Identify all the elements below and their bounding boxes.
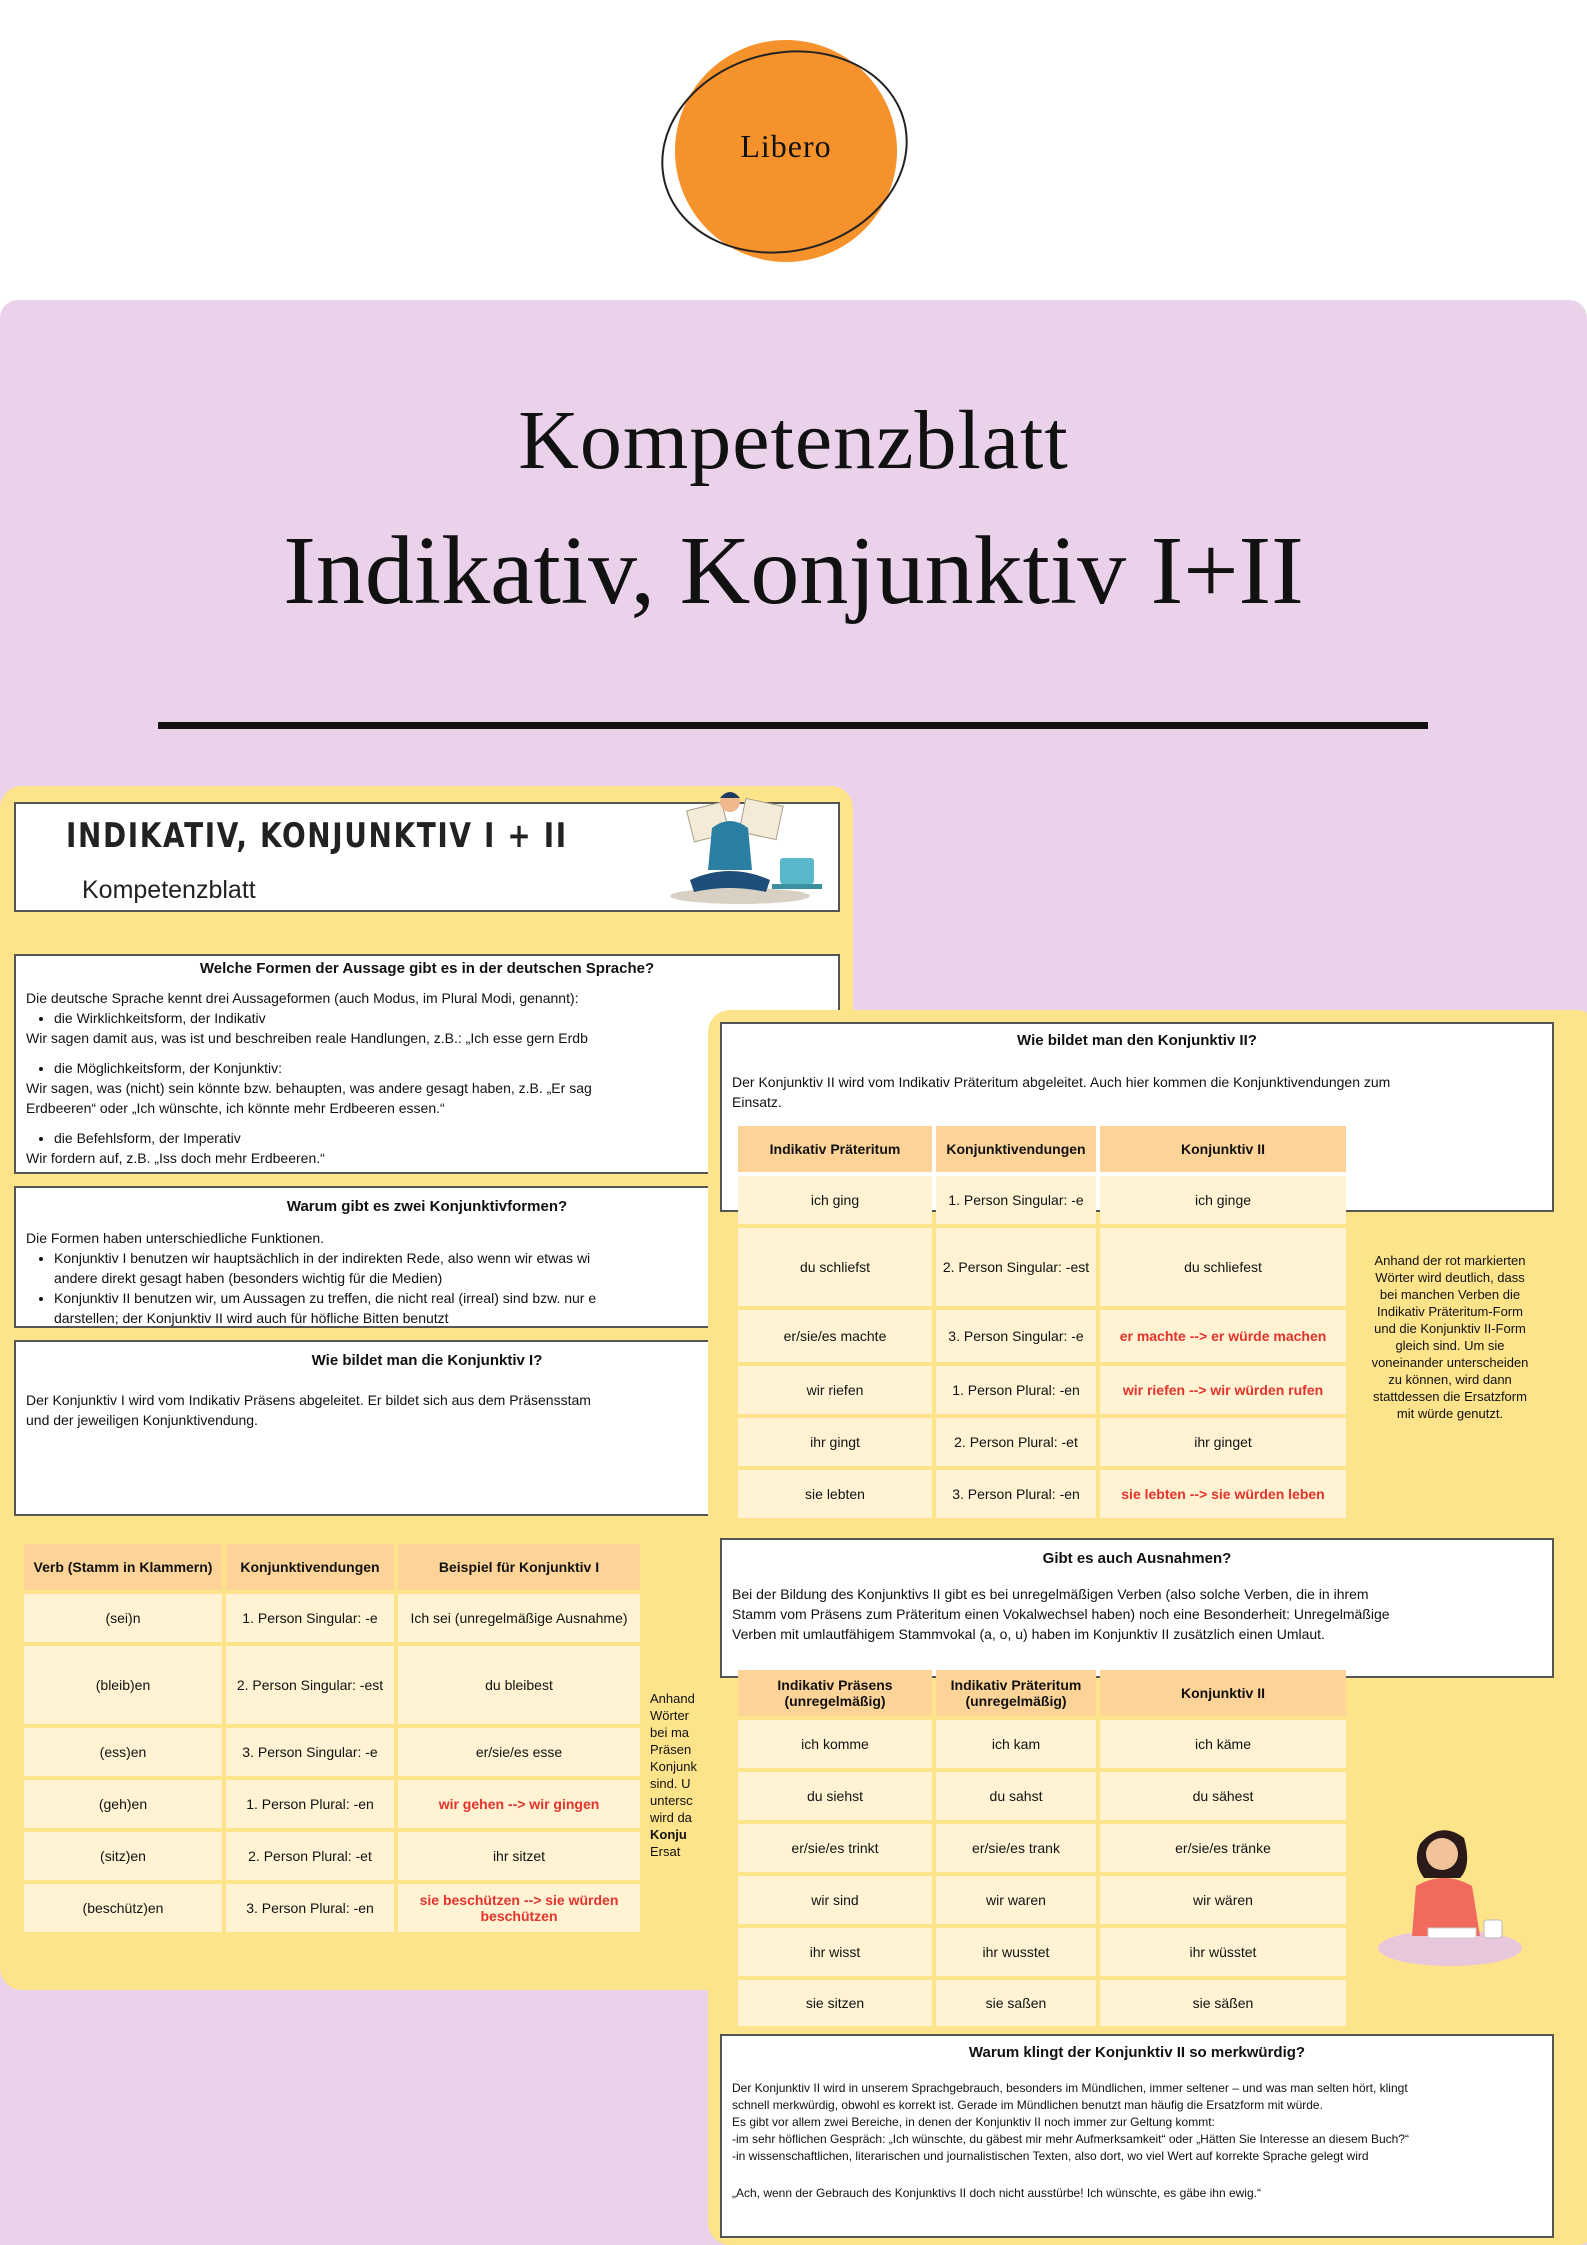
table-cell: 3. Person Plural: -en bbox=[226, 1884, 394, 1932]
side-note-line: untersc bbox=[650, 1793, 693, 1808]
konjunktiv-2-table bbox=[734, 1122, 1350, 1522]
paragraph: Bei der Bildung des Konjunktivs II gibt es bei unregelmäßigen Verben (also solche Verben, die in ihrem bbox=[732, 1586, 1369, 1602]
table-cell: du sahst bbox=[936, 1772, 1096, 1820]
paragraph: Der Konjunktiv I wird vom Indikativ Präsens abgeleitet. Er bildet sich aus dem Präsensstam bbox=[26, 1392, 591, 1408]
bullet-konjunktiv-2: • Konjunktiv II benutzen wir, um Aussagen zu treffen, die nicht real (irreal) sind bzw. nur e bbox=[54, 1288, 828, 1308]
side-note-line: Konju bbox=[650, 1827, 687, 1842]
table-cell: ich ginge bbox=[1100, 1176, 1346, 1224]
table-cell: 3. Person Singular: -e bbox=[226, 1728, 394, 1776]
table-row bbox=[738, 1310, 1346, 1362]
paragraph: schnell merkwürdig, obwohl es korrekt ist. Gerade im Mündlichen benutzt man häufig die Ersatzform mit würde. bbox=[732, 2098, 1323, 2112]
table-cell-highlight: er machte --> er würde machen bbox=[1100, 1310, 1346, 1362]
table-cell: (sitz)en bbox=[24, 1832, 222, 1880]
table-cell: du bleibest bbox=[398, 1646, 640, 1724]
paragraph: Es gibt vor allem zwei Bereiche, in denen der Konjunktiv II noch immer zur Geltung kommt: bbox=[732, 2115, 1215, 2129]
paragraph: und der jeweiligen Konjunktivendung. bbox=[26, 1412, 258, 1428]
side-note-line: bei manchen Verben die bbox=[1379, 1287, 1521, 1302]
side-note-partial bbox=[650, 1690, 710, 1860]
side-note-line: wird da bbox=[650, 1810, 692, 1825]
table-row bbox=[24, 1884, 640, 1932]
column-header: Indikativ Präteritum (unregelmäßig) bbox=[936, 1670, 1096, 1716]
table-row bbox=[738, 1876, 1346, 1924]
paragraph: Wir fordern auf, z.B. „Iss doch mehr Erdbeeren.“ bbox=[26, 1150, 325, 1166]
table-cell: 3. Person Plural: -en bbox=[936, 1470, 1096, 1518]
table-cell: ihr wisst bbox=[738, 1928, 932, 1976]
table-cell: (ess)en bbox=[24, 1728, 222, 1776]
table-cell: sie säßen bbox=[1100, 1980, 1346, 2026]
paragraph: andere direkt gesagt haben (besonders wichtig für die Medien) bbox=[54, 1270, 443, 1286]
table-cell: 1. Person Singular: -e bbox=[226, 1594, 394, 1642]
table-cell: ich kam bbox=[936, 1720, 1096, 1768]
section-heading: Warum gibt es zwei Konjunktivformen? bbox=[286, 1198, 568, 1215]
table-row bbox=[24, 1646, 640, 1724]
table-cell: ihr wusstet bbox=[936, 1928, 1096, 1976]
table-row bbox=[24, 1728, 640, 1776]
table-cell: er/sie/es machte bbox=[738, 1310, 932, 1362]
table-cell: ihr gingt bbox=[738, 1418, 932, 1466]
side-note-line: bei ma bbox=[650, 1725, 690, 1740]
section-merkwuerdig bbox=[720, 2034, 1554, 2238]
column-header: Konjunktiv II bbox=[1100, 1126, 1346, 1172]
side-note-line: Präsen bbox=[650, 1742, 692, 1757]
title-divider bbox=[158, 722, 1428, 729]
table-cell: er/sie/es trinkt bbox=[738, 1824, 932, 1872]
table-header-row bbox=[738, 1126, 1346, 1172]
column-header: Konjunktiv II bbox=[1100, 1670, 1346, 1716]
table-cell-highlight: wir gehen --> wir gingen bbox=[398, 1780, 640, 1828]
table-cell-highlight: sie lebten --> sie würden leben bbox=[1100, 1470, 1346, 1518]
paragraph: -in wissenschaftlichen, literarischen und journalistischen Texten, also dort, wo viel Wert auf korrekte Sprache gelegt wird bbox=[732, 2149, 1369, 2163]
table-cell: wir wären bbox=[1100, 1876, 1346, 1924]
table-cell: 1. Person Plural: -en bbox=[226, 1780, 394, 1828]
column-header: Konjunktivendungen bbox=[936, 1126, 1096, 1172]
quote: „Ach, wenn der Gebrauch des Konjunktivs II doch nicht ausstürbe! Ich wünschte, es gäbe ihn ewig.“ bbox=[732, 2186, 1261, 2200]
table-cell: ihr wüsstet bbox=[1100, 1928, 1346, 1976]
table-row bbox=[738, 1824, 1346, 1872]
paragraph: Der Konjunktiv II wird vom Indikativ Präteritum abgeleitet. Auch hier kommen die Konjunktivendungen zum bbox=[732, 1074, 1391, 1090]
side-note-line: stattdessen die Ersatzform bbox=[1373, 1389, 1527, 1404]
bullet-imperativ: • die Befehlsform, der Imperativ bbox=[54, 1128, 828, 1148]
table-row bbox=[24, 1780, 640, 1828]
side-note-line: Wörter bbox=[650, 1708, 689, 1723]
column-header: Konjunktivendungen bbox=[226, 1544, 394, 1590]
table-cell: er/sie/es trank bbox=[936, 1824, 1096, 1872]
table-cell: 3. Person Singular: -e bbox=[936, 1310, 1096, 1362]
table-cell: ich käme bbox=[1100, 1720, 1346, 1768]
side-note bbox=[1350, 1252, 1550, 1422]
table-header-row bbox=[738, 1670, 1346, 1716]
table-cell: 1. Person Singular: -e bbox=[936, 1176, 1096, 1224]
side-note-line: gleich sind. Um sie bbox=[1395, 1338, 1505, 1353]
table-cell: du siehst bbox=[738, 1772, 932, 1820]
paragraph: Die deutsche Sprache kennt drei Aussageformen (auch Modus, im Plural Modi, genannt): bbox=[26, 990, 579, 1006]
section-heading: Gibt es auch Ausnahmen? bbox=[1042, 1550, 1232, 1567]
table-cell: wir waren bbox=[936, 1876, 1096, 1924]
worksheet-title: INDIKATIV, KONJUNKTIV I + II bbox=[66, 816, 568, 856]
paragraph: Wir sagen, was (nicht) sein könnte bzw. behaupten, was andere gesagt haben, z.B. „Er sag bbox=[26, 1080, 592, 1096]
table-row bbox=[24, 1832, 640, 1880]
paragraph: darstellen; der Konjunktiv II wird auch für höfliche Bitten benutzt bbox=[54, 1310, 449, 1326]
table-cell: 2. Person Singular: -est bbox=[226, 1646, 394, 1724]
table-cell: sie lebten bbox=[738, 1470, 932, 1518]
reading-woman-illustration bbox=[1368, 1816, 1528, 1968]
paragraph: Einsatz. bbox=[732, 1094, 782, 1110]
table-row bbox=[738, 1366, 1346, 1414]
table-cell: er/sie/es tränke bbox=[1100, 1824, 1346, 1872]
table-cell: Ich sei (unregelmäßige Ausnahme) bbox=[398, 1594, 640, 1642]
worksheet-page-2 bbox=[708, 1010, 1587, 2245]
side-note-line: Anhand der rot markierten bbox=[1374, 1253, 1526, 1268]
logo-text: Libero bbox=[740, 128, 832, 164]
table-row bbox=[738, 1418, 1346, 1466]
bullet-konjunktiv-1: • Konjunktiv I benutzen wir hauptsächlich in der indirekten Rede, also wenn wir etwas wi bbox=[54, 1248, 828, 1268]
reading-person-illustration bbox=[640, 788, 850, 908]
side-note-line: sind. U bbox=[650, 1776, 691, 1791]
table-row bbox=[738, 1228, 1346, 1306]
table-cell: 2. Person Plural: -et bbox=[936, 1418, 1096, 1466]
table-cell: ich ging bbox=[738, 1176, 932, 1224]
table-cell: (sei)n bbox=[24, 1594, 222, 1642]
table-cell: 2. Person Plural: -et bbox=[226, 1832, 394, 1880]
table-header-row bbox=[24, 1544, 640, 1590]
paragraph: Wir sagen damit aus, was ist und beschreiben reale Handlungen, z.B.: „Ich esse gern Erdb bbox=[26, 1030, 588, 1046]
table-row bbox=[738, 1176, 1346, 1224]
section-heading: Welche Formen der Aussage gibt es in der deutschen Sprache? bbox=[199, 960, 655, 977]
paragraph: -im sehr höflichen Gespräch: „Ich wünschte, du gäbest mir mehr Aufmerksamkeit“ oder „Hätten Sie Interesse an diesem Buch?“ bbox=[732, 2132, 1409, 2146]
table-row bbox=[24, 1594, 640, 1642]
side-note-line: mit würde genutzt. bbox=[1396, 1406, 1504, 1421]
table-cell: er/sie/es esse bbox=[398, 1728, 640, 1776]
column-header: Verb (Stamm in Klammern) bbox=[24, 1544, 222, 1590]
column-header: Indikativ Präsens (unregelmäßig) bbox=[738, 1670, 932, 1716]
table-cell: ihr sitzet bbox=[398, 1832, 640, 1880]
side-note-line: zu können, wird dann bbox=[1388, 1372, 1512, 1387]
bullet-konjunktiv: • die Möglichkeitsform, der Konjunktiv: bbox=[54, 1058, 828, 1078]
table-cell: ich komme bbox=[738, 1720, 932, 1768]
table-cell: du schliefest bbox=[1100, 1228, 1346, 1306]
side-note-line: Ersat bbox=[650, 1844, 681, 1859]
table-cell: 2. Person Singular: -est bbox=[936, 1228, 1096, 1306]
column-header: Beispiel für Konjunktiv I bbox=[398, 1544, 640, 1590]
table-row bbox=[738, 1928, 1346, 1976]
column-header: Indikativ Präteritum bbox=[738, 1126, 932, 1172]
table-row bbox=[738, 1470, 1346, 1518]
table-row bbox=[738, 1980, 1346, 2026]
table-cell: du schliefst bbox=[738, 1228, 932, 1306]
table-cell: sie saßen bbox=[936, 1980, 1096, 2026]
worksheet-subtitle: Kompetenzblatt bbox=[82, 876, 256, 904]
side-note-line: Anhand bbox=[650, 1691, 695, 1706]
table-cell-highlight: sie beschützen --> sie würden beschützen bbox=[398, 1884, 640, 1932]
bullet-indikativ: • die Wirklichkeitsform, der Indikativ bbox=[54, 1008, 828, 1028]
table-cell: wir sind bbox=[738, 1876, 932, 1924]
section-heading: Wie bildet man die Konjunktiv I? bbox=[311, 1352, 543, 1369]
section-heading: Warum klingt der Konjunktiv II so merkwürdig? bbox=[968, 2044, 1306, 2061]
paragraph: Stamm vom Präsens zum Präteritum einen Vokalwechsel haben) noch eine Besonderheit: Unregelmäßige bbox=[732, 1606, 1390, 1622]
side-note-line: Wörter wird deutlich, dass bbox=[1375, 1270, 1525, 1285]
table-row bbox=[738, 1772, 1346, 1820]
paragraph: Der Konjunktiv II wird in unserem Sprachgebrauch, besonders im Mündlichen, immer seltener – und was man selten hört, klingt bbox=[732, 2081, 1408, 2095]
paragraph: Die Formen haben unterschiedliche Funktionen. bbox=[26, 1230, 325, 1246]
table-cell: sie sitzen bbox=[738, 1980, 932, 2026]
table-cell: wir riefen bbox=[738, 1366, 932, 1414]
section-ausnahmen bbox=[720, 1538, 1554, 1678]
side-note-line: Konjunk bbox=[650, 1759, 697, 1774]
table-cell: (beschütz)en bbox=[24, 1884, 222, 1932]
table-cell: du sähest bbox=[1100, 1772, 1346, 1820]
ausnahmen-table bbox=[734, 1666, 1350, 2030]
side-note-line: Indikativ Präteritum-Form bbox=[1377, 1304, 1523, 1319]
table-cell: ihr ginget bbox=[1100, 1418, 1346, 1466]
section-heading: Wie bildet man den Konjunktiv II? bbox=[1017, 1032, 1257, 1049]
table-cell: (geh)en bbox=[24, 1780, 222, 1828]
page-title-line1: Kompetenzblatt bbox=[518, 394, 1069, 487]
page-title-line2: Indikativ, Konjunktiv I+II bbox=[283, 517, 1304, 625]
table-cell: 1. Person Plural: -en bbox=[936, 1366, 1096, 1414]
konjunktiv-1-table bbox=[20, 1540, 644, 1936]
table-row bbox=[738, 1720, 1346, 1768]
table-cell-highlight: wir riefen --> wir würden rufen bbox=[1100, 1366, 1346, 1414]
side-note-line: voneinander unterscheiden bbox=[1371, 1355, 1529, 1370]
paragraph: Verben mit umlautfähigem Stammvokal (a, o, u) haben im Konjunktiv II zusätzlich einen Umlaut. bbox=[732, 1626, 1325, 1642]
side-note-line: und die Konjunktiv II-Form bbox=[1374, 1321, 1526, 1336]
table-cell: (bleib)en bbox=[24, 1646, 222, 1724]
paragraph: Erdbeeren“ oder „Ich wünschte, ich könnte mehr Erdbeeren essen.“ bbox=[26, 1100, 445, 1116]
